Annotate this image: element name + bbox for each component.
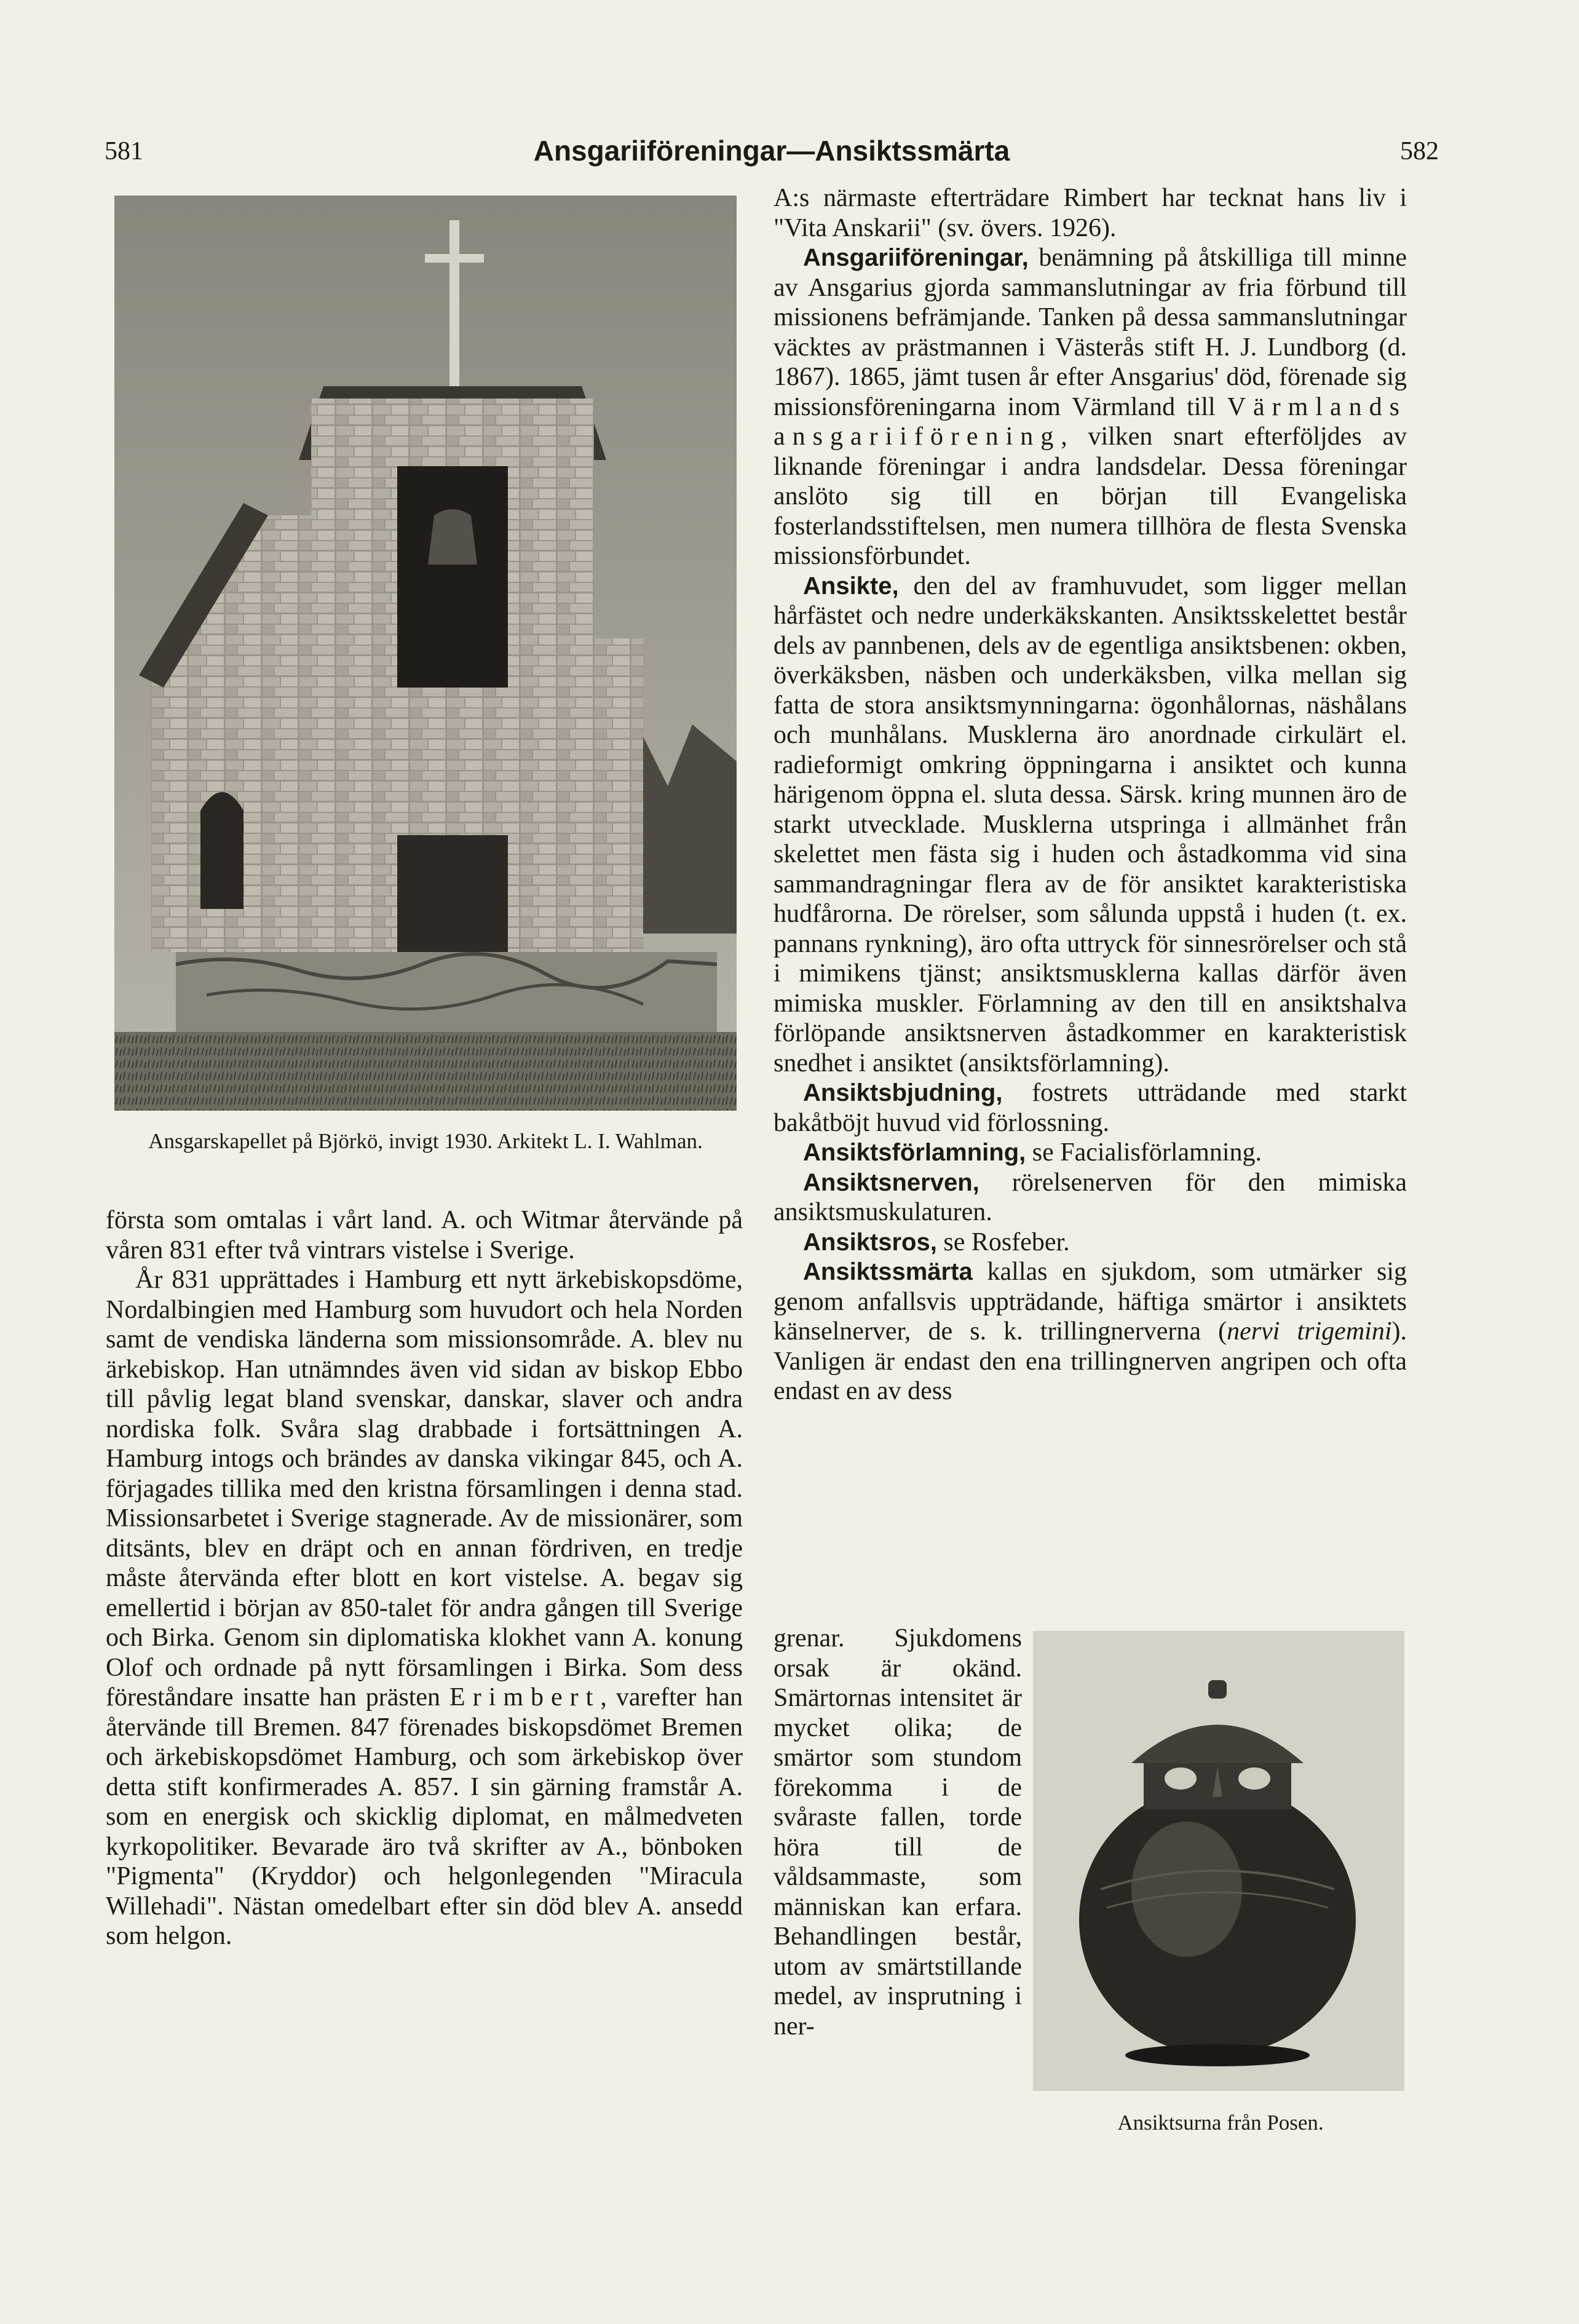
paragraph: grenar. Sjukdomens orsak är okänd. Smärtornas intensitet är mycket olika; de smärtor som stundom förekomma i de svåraste fallen, torde höra till de våldsammaste, som människan kan erfara. Behandlingen består, utom av smärtstillande medel, av insprutning i ner-: [774, 1624, 1022, 2040]
entry-keyword: Ansiktsnerven,: [803, 1168, 979, 1196]
urn-wrap-text: [774, 1624, 1022, 2041]
church-photo-illustration: [114, 196, 737, 1111]
paragraph: första som omtalas i vårt land. A. och Witmar återvände på våren 831 efter två vintrars vistelse i Sverige.: [106, 1206, 743, 1264]
urn-photo: [1033, 1631, 1404, 2091]
entry-ansiktsros: Ansiktsros, se Rosfeber.: [803, 1227, 1070, 1256]
church-photo-caption: Ansgarskapellet på Björkö, invigt 1930. Arkitekt L. I. Wahlman.: [148, 1129, 703, 1153]
page-header: [105, 137, 1439, 173]
entry-keyword: Ansikte,: [803, 572, 899, 600]
entry-ansiktsbjudning: Ansiktsbjudning, fostrets utträdande med starkt bakåtböjt huvud vid förlossning.: [774, 1079, 1407, 1137]
paragraph: År 831 upprättades i Hamburg ett nytt ärkebiskopsdöme, Nordalbingien med Hamburg som huvudort och hela Norden samt de vendiska länderna som missionsområde. A. blev nu ärkebiskop. Han utnämndes även vid sidan av biskop Ebbo till påvlig legat bland svenskar, danskar, slaver och andra nordiska folk. Svåra slag drabbade i fortsättningen A. Hamburg intogs och brändes av danska vikingar 845, och A. förjagades tillika med den kristna församlingen i denna stad. Missionsarbetet i Sverige stagnerade. Av de missionärer, som ditsänts, blev en dräpt och en annan fördriven, en tredje måste återvända efter blott en kort vistelse. A. begav sig emellertid i början av 850-talet för andra gången till Sverige och Birka. Genom sin diplomatiska klokhet vann A. konung Olof och ordnade på nytt församlingen i Birka. Som dess föreståndare insatte han prästen Erimbert, varefter han återvände till Bremen. 847 förenades biskopsdömet Bremen och ärkebiskopsdömet Hamburg, och som ärkebiskop över detta stift konfirmerades A. 857. I sin gärning framstår A. som en energisk och skicklig diplomat, en målmedveten kyrkopolitiker. Bevarade äro två skrifter av A., bönboken "Pigmenta" (Kryddor) och helgonlegenden "Miracula Willehadi". Nästan omedelbart efter sin död blev A. ansedd som helgon.: [106, 1266, 743, 1950]
left-page-number: 581: [105, 137, 143, 165]
right-page-number: 582: [1400, 137, 1439, 165]
entry-keyword: Ansiktssmärta: [803, 1258, 973, 1285]
left-column: [106, 1205, 743, 1951]
entry-keyword: Ansgariiföreningar,: [803, 244, 1029, 271]
paragraph: A:s närmaste efterträdare Rimbert har tecknat hans liv i "Vita Anskarii" (sv. övers. 1926).: [774, 184, 1407, 242]
entry-keyword: Ansiktsros,: [803, 1228, 937, 1256]
entry-ansiktsforlamning: Ansiktsförlamning, se Facialisförlamning.: [803, 1138, 1262, 1167]
church-photo: [114, 196, 737, 1111]
face-urn-illustration: [1033, 1631, 1404, 2091]
urn-photo-caption: Ansiktsurna från Posen.: [1117, 2111, 1324, 2135]
entry-ansikte: Ansikte, den del av framhuvudet, som ligger mellan hårfästet och nedre underkäkskanten. Ansiktsskelettet består dels av pannbenen, dels av de egentliga ansiktsbenen: okben, överkäksben, näsben och underkäksben, vilka mellan sig fatta de stora ansiktsmynningarna: ögonhålornas, näshålans och munhålans. Musklerna äro anordnade cirkulärt el. radieformigt omkring öppningarna i ansiktet och kunna härigenom öppna el. sluta dessa. Särsk. kring munnen äro de starkt utvecklade. Musklerna utspringa i allmänhet från skelettet men fästa sig i huden och åstadkomma vid sina sammandragningar flera av de för ansiktet karakteristiska hudfårorna. De rörelser, som sålunda uppstå i huden (t. ex. pannans rynkning), äro ofta uttryck för sinnesrörelser och stå i mimikens tjänst; ansiktsmusklerna kallas därför även mimiska muskler. Förlamning av den till en ansiktshalva förlöpande ansiktsnerven åstadkommer en karakteristisk snedhet i ansiktet (ansiktsförlamning).: [774, 571, 1407, 1077]
entry-ansgariiforeningar: Ansgariiföreningar, benämning på åtskilliga till minne av Ansgarius gjorda sammanslutningar av fria förbund till missionens befrämjande. Tanken på dessa sammanslutningar väcktes av prästmannen i Västerås stift H. J. Lundborg (d. 1867). 1865, jämt tusen år efter Ansgarius' död, förenade sig missionsföreningarna inom Värmland till Värmlands ansgariiförening, vilken snart efterföljdes av liknande föreningar i andra landsdelar. Dessa föreningar anslöto sig till en början till Evangeliska fosterlandsstiftelsen, men numera tillhöra de flesta Svenska missionsförbundet.: [774, 244, 1407, 570]
entry-keyword: Ansiktsförlamning,: [803, 1139, 1026, 1166]
entry-ansiktsnerven: Ansiktsnerven, rörelsenerven för den mimiska ansiktsmuskulaturen.: [774, 1168, 1407, 1226]
running-title: Ansgariiföreningar—Ansiktssmärta: [533, 135, 1010, 167]
entry-ansiktssmarta: Ansiktssmärta kallas en sjukdom, som utmärker sig genom anfallsvis uppträdande, häftiga smärtor i ansiktets känselnerver, de s. k. trillingnerverna (nervi trigemini). Vanligen är endast den ena trillingnerven angripen och ofta endast en av dess: [774, 1258, 1407, 1405]
entry-keyword: Ansiktsbjudning,: [803, 1079, 1003, 1106]
right-column: [774, 183, 1407, 1406]
